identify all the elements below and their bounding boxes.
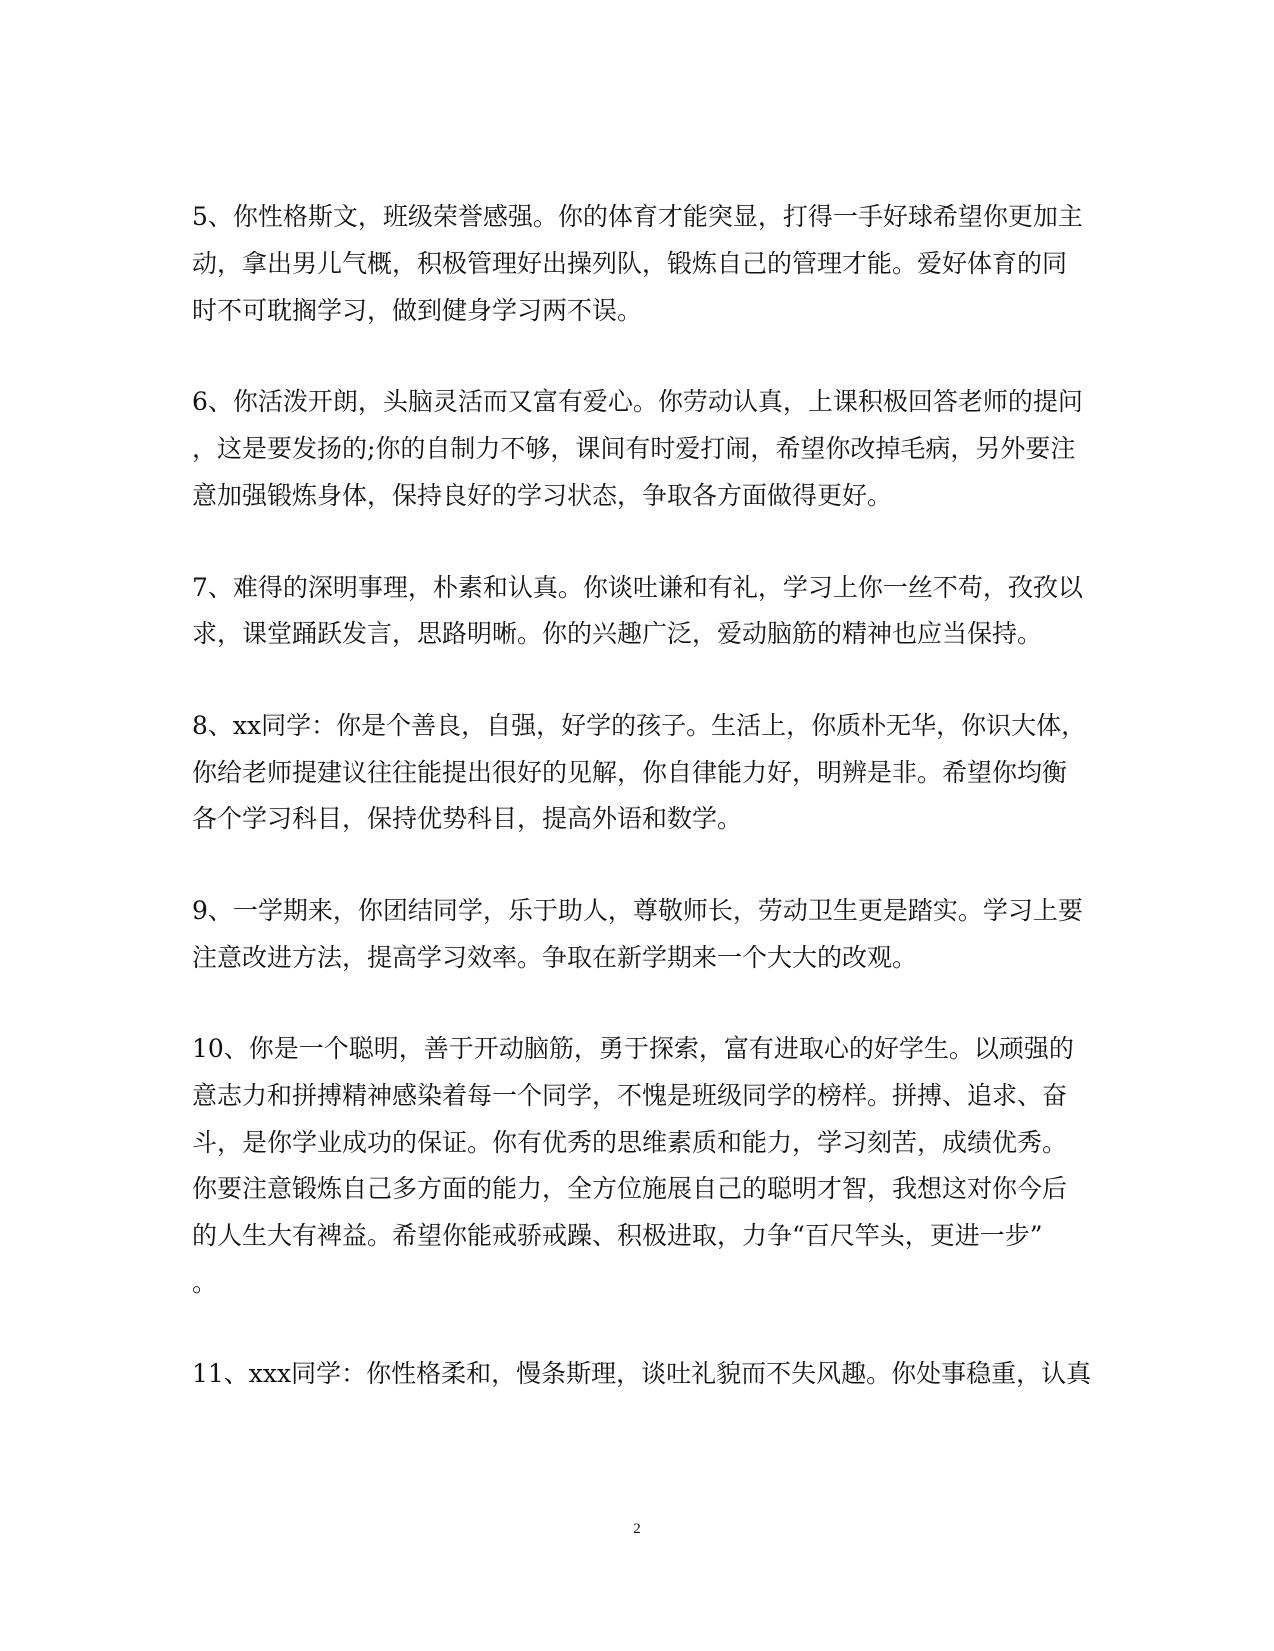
paragraph-8-line-3: 各个学习科目，保持优势科目，提高外语和数学。 <box>192 804 743 833</box>
paragraph-7-line-2: 求，课堂踊跃发言，思路明晰。你的兴趣广泛，爱动脑筋的精神也应当保持。 <box>192 619 1043 648</box>
paragraph-11-line-1: 11、xxx同学：你性格柔和，慢条斯理，谈吐礼貌而不失风趣。你处事稳重，认真 <box>192 1359 1092 1388</box>
paragraph-10-line-3: 斗，是你学业成功的保证。你有优秀的思维素质和能力，学习刻苦，成绩优秀。 <box>192 1128 1068 1157</box>
paragraph-10-line-1: 10、你是一个聪明，善于开动脑筋，勇于探索，富有进取心的好学生。以顽强的 <box>192 1034 1074 1063</box>
paragraph-6-line-1: 6、你活泼开朗，头脑灵活而又富有爱心。你劳动认真，上课积极回答老师的提问 <box>192 387 1083 416</box>
paragraph-9-line-1: 9、一学期来，你团结同学，乐于助人，尊敬师长，劳动卫生更是踏实。学习上要 <box>192 896 1083 925</box>
paragraph-10-line-6: 。 <box>192 1268 218 1297</box>
paragraph-5-line-2: 动，拿出男儿气概，积极管理好出操列队，锻炼自己的管理才能。爱好体育的同 <box>192 249 1068 278</box>
paragraph-5-line-3: 时不可耽搁学习，做到健身学习两不误。 <box>192 296 643 325</box>
paragraph-6-line-2: ，这是要发扬的;你的自制力不够，课间有时爱打闹，希望你改掉毛病，另外要注 <box>192 434 1076 463</box>
paragraph-5-line-1: 5、你性格斯文，班级荣誉感强。你的体育才能突显，打得一手好球希望你更加主 <box>192 202 1083 231</box>
paragraph-7-line-1: 7、难得的深明事理，朴素和认真。你谈吐谦和有礼，学习上你一丝不苟，孜孜以 <box>192 573 1083 602</box>
paragraph-8-line-2: 你给老师提建议往往能提出很好的见解，你自律能力好，明辨是非。希望你均衡 <box>192 758 1068 787</box>
paragraph-10-line-5: 的人生大有裨益。希望你能戒骄戒躁、积极进取，力争“百尺竿头，更进一步” <box>192 1221 1043 1250</box>
paragraph-10-line-4: 你要注意锻炼自己多方面的能力，全方位施展自己的聪明才智，我想这对你今后 <box>192 1174 1068 1203</box>
paragraph-10-line-2: 意志力和拼搏精神感染着每一个同学，不愧是班级同学的榜样。拼搏、追求、奋 <box>192 1081 1068 1110</box>
paragraph-9-line-2: 注意改进方法，提高学习效率。争取在新学期来一个大大的改观。 <box>192 943 918 972</box>
paragraph-6-line-3: 意加强锻炼身体，保持良好的学习状态，争取各方面做得更好。 <box>192 481 893 510</box>
page-number: 2 <box>633 1521 641 1537</box>
paragraph-8-line-1: 8、xx同学：你是个善良，自强，好学的孩子。生活上，你质朴无华，你识大体， <box>192 711 1087 740</box>
